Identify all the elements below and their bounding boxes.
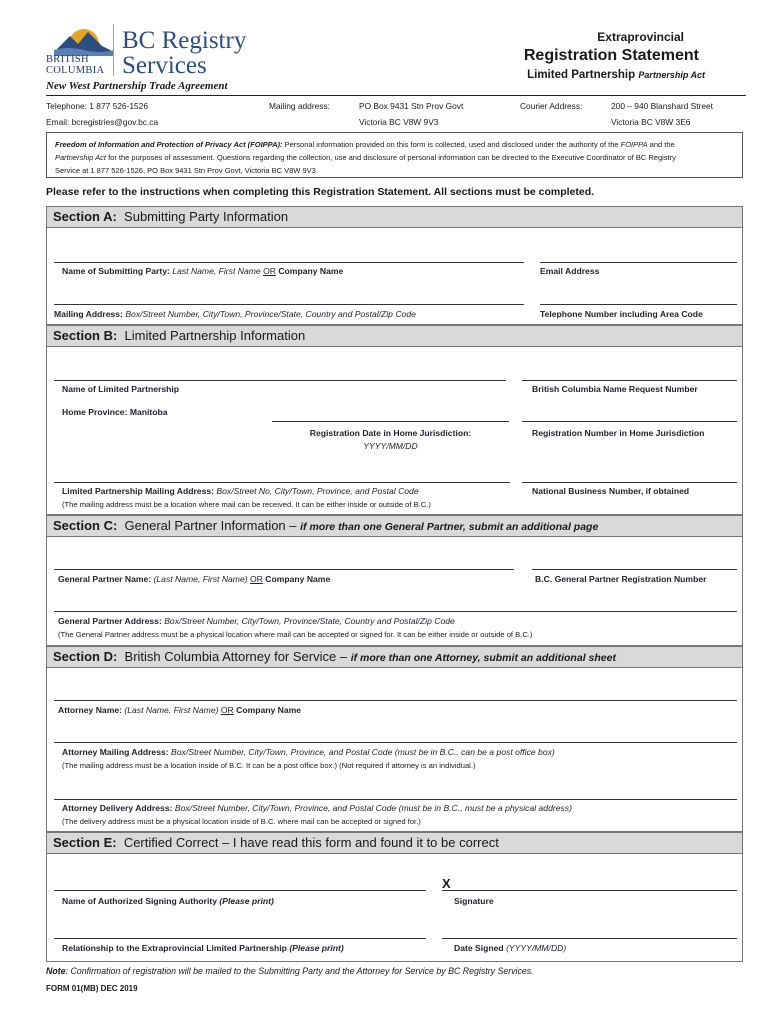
foippa-text-1: Personal information provided on this form is collected, used and disclosed under the authority of the [282,140,621,149]
instructions-text: Please refer to the instructions when completing this Registration Statement. All sections must be completed. [46,186,595,198]
section-d-label: Section D: [53,649,118,664]
courier-address-label: Courier Address: [520,101,583,111]
attorney-name-field[interactable] [54,700,737,701]
note-label: Note [46,966,66,976]
attorney-mailing-address-field[interactable] [54,742,737,743]
foippa-notice [46,132,743,178]
foippa-text-3: for the purposes of assessment. Questions regarding the collection, use and disclosure of personal information can be directed to the Executive Coordinator of BC Registry [106,153,676,162]
general-partner-name-label: General Partner Name: (Last Name, First Name) OR Company Name [58,574,331,584]
general-partner-address-label: General Partner Address: Box/Street Number, City/Town, Province/State, Country and Postal/Zip Code [58,616,455,626]
email-text: Email: bcregistries@gov.bc.ca [46,117,159,127]
section-b-label: Section B: [53,328,118,343]
telephone-text: Telephone: 1 877 526-1526 [46,101,148,111]
limited-partnership-name-label: Name of Limited Partnership [62,384,179,394]
registration-date-label: Registration Date in Home Jurisdiction: [309,428,472,438]
submitting-party-name-label: Name of Submitting Party: Last Name, First Name OR Company Name [62,266,344,276]
section-e-header [46,832,743,854]
header-rule [46,95,746,96]
section-e-title: Certified Correct – I have read this form and found it to be correct [123,835,499,850]
gp-registration-number-label: B.C. General Partner Registration Number [535,574,707,584]
section-d-header [46,646,743,668]
mailing-address-field[interactable] [54,304,524,305]
agreement-title: New West Partnership Trade Agreement [46,80,228,92]
section-a-title: Submitting Party Information [124,209,289,224]
attorney-delivery-address-field[interactable] [54,799,737,800]
section-d-title: British Columbia Attorney for Service – [124,649,348,664]
registration-number-field[interactable] [522,421,737,422]
general-partner-address-field[interactable] [54,611,737,612]
attorney-delivery-address-note: (The delivery address must be a physical location inside of B.C. where mail can be accepted or signed for.) [62,817,421,826]
lp-mailing-address-note: (The mailing address must be a location where mail can be received. It can be either inside or outside of B.C.) [62,500,431,509]
section-c-label: Section C: [53,518,118,533]
british-columbia-wordmark: BRITISH COLUMBIA [46,54,105,76]
mailing-address-line2: Victoria BC V8W 9V3 [359,117,439,127]
bc-sun-mountains-icon [52,18,116,56]
business-number-field[interactable] [522,482,737,483]
courier-address-line1: 200 – 940 Blanshard Street [611,101,713,111]
confirmation-note [46,966,534,976]
form-title-extraprovincial: Extraprovincial [597,30,684,44]
note-text: : Confirmation of registration will be mailed to the Submitting Party and the Attorney for Service by BC Registry Services. [65,966,534,976]
foippa-text-2: and the [647,140,675,149]
section-d-title-note: if more than one Attorney, submit an additional sheet [350,652,616,664]
limited-partnership-name-field[interactable] [54,380,506,381]
registration-number-label: Registration Number in Home Jurisdiction [532,428,705,438]
section-a-label: Section A: [53,209,117,224]
lp-mailing-address-label: Limited Partnership Mailing Address: Box/Street No, City/Town, Province, and Postal Code [62,486,419,496]
foippa-text-4: Service at 1 877 526-1526, PO Box 9431 Stn Prov Govt, Victoria BC V8W 9V3. [55,166,318,175]
mailing-address-line1: PO Box 9431 Stn Prov Govt [359,101,464,111]
signing-authority-name-label: Name of Authorized Signing Authority (Please print) [62,896,274,906]
section-e-label: Section E: [53,835,117,850]
name-request-number-field[interactable] [522,380,737,381]
form-title-subtitle [527,69,705,81]
subtitle-main: Limited Partnership [527,69,636,81]
telephone-field[interactable] [540,304,737,305]
foippa-act: Partnership Act [55,153,106,162]
section-c-title-note: if more than one General Partner, submit an additional page [300,521,599,533]
date-signed-label: Date Signed (YYYY/MM/DD) [454,943,567,953]
submitting-party-name-field[interactable] [54,262,524,263]
general-partner-name-field[interactable] [54,569,514,570]
form-title-main: Registration Statement [523,47,699,64]
section-c-title: General Partner Information – [124,518,297,533]
section-a-header [46,206,743,228]
bc-registry-wordmark: BC Registry Services [122,27,247,79]
relationship-field[interactable] [54,938,426,939]
attorney-mailing-address-label: Attorney Mailing Address: Box/Street Number, City/Town, Province, and Postal Code (must be in B.C., can be a post office box) [62,747,555,757]
signing-authority-name-field[interactable] [54,890,426,891]
mailing-address-label: Mailing address: [269,101,330,111]
signature-field[interactable] [442,890,737,891]
courier-address-line2: Victoria BC V8W 3E6 [611,117,691,127]
name-request-number-label: British Columbia Name Request Number [532,384,698,394]
logo-divider [113,24,114,76]
section-b-header [46,325,743,347]
email-address-label: Email Address [540,266,600,276]
registration-date-field[interactable] [272,421,509,422]
signature-x-mark: X [442,876,451,891]
foippa-heading: Freedom of Information and Protection of Privacy Act (FOIPPA): [55,140,283,149]
relationship-label: Relationship to the Extraprovincial Limited Partnership (Please print) [62,943,344,953]
lp-mailing-address-field[interactable] [54,482,510,483]
attorney-delivery-address-label: Attorney Delivery Address: Box/Street Number, City/Town, Province, and Postal Code (must be in B.C., must be a physical address) [62,803,572,813]
attorney-name-label: Attorney Name: (Last Name, First Name) OR Company Name [58,705,302,715]
mailing-address-label: Mailing Address: Box/Street Number, City/Town, Province/State, Country and Postal/Zip Code [54,309,416,319]
attorney-mailing-address-note: (The mailing address must be a location inside of B.C. It can be a post office box.) (Not required if attorney is an individual.) [62,761,476,770]
foippa-word: FOIPPA [620,140,648,149]
section-b-title: Limited Partnership Information [124,328,306,343]
telephone-label: Telephone Number including Area Code [540,309,703,319]
signature-label: Signature [454,896,494,906]
registration-date-hint: YYYY/MM/DD [363,441,418,451]
gp-registration-number-field[interactable] [532,569,737,570]
subtitle-act: Partnership Act [638,70,705,80]
business-number-label: National Business Number, if obtained [532,486,690,496]
section-c-header [46,515,743,537]
general-partner-address-note: (The General Partner address must be a physical location where mail can be accepted or signed for. It can be either inside or outside of B.C.) [58,630,533,639]
date-signed-field[interactable] [442,938,737,939]
home-province-text: Home Province: Manitoba [62,407,168,417]
form-number: FORM 01(MB) DEC 2019 [46,984,138,993]
email-address-field[interactable] [540,262,737,263]
